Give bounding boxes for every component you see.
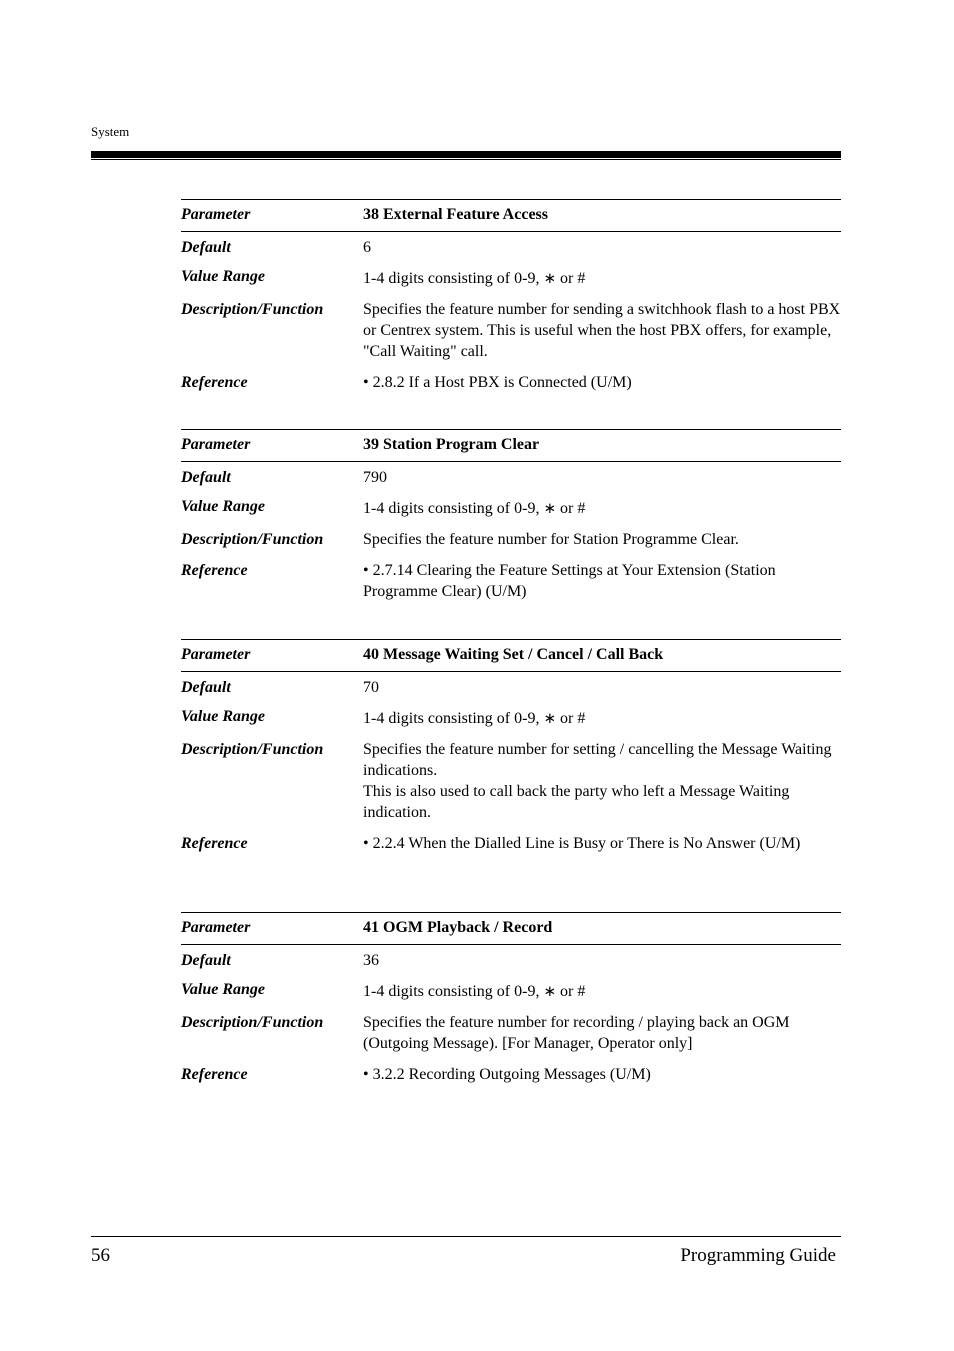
description-paragraph: Specifies the feature number for sending a switchhook flash to a host PBX or Centrex system. This is useful when the host PBX offers, for example, "Call Waiting" call.: [363, 301, 841, 360]
reference-label: Reference: [181, 835, 248, 852]
parameter-block-40: [181, 639, 841, 854]
value-range-text-end: or #: [560, 710, 586, 727]
parameter-row: [181, 640, 841, 672]
description-paragraph: Specifies the feature number for setting / cancelling the Message Waiting indications.: [363, 741, 832, 779]
description-value: [363, 529, 841, 550]
reference-value: • 2.8.2 If a Host PBX is Connected (U/M): [363, 374, 632, 391]
default-row: [181, 462, 841, 488]
default-row: [181, 232, 841, 258]
description-value: [363, 1012, 841, 1054]
default-label: Default: [181, 679, 231, 696]
default-label: Default: [181, 469, 231, 486]
page-number: 56: [91, 1245, 110, 1266]
value-range-text: 1-4 digits consisting of 0-9,: [363, 500, 540, 517]
default-label: Default: [181, 239, 231, 256]
footer-title: Programming Guide: [680, 1245, 836, 1266]
running-header-label: System: [91, 124, 130, 139]
parameter-value: 40 Message Waiting Set / Cancel / Call Back: [363, 646, 664, 663]
description-label: Description/Function: [181, 531, 324, 548]
parameter-row: [181, 430, 841, 462]
star-key-symbol: ∗: [543, 709, 557, 727]
description-value: [363, 739, 841, 823]
reference-value: • 2.2.4 When the Dialled Line is Busy or There is No Answer (U/M): [363, 835, 801, 852]
parameter-value: 39 Station Program Clear: [363, 436, 540, 453]
star-key-symbol: ∗: [543, 269, 557, 287]
reference-row: [181, 1054, 841, 1085]
value-range-row: [181, 971, 841, 1002]
value-range-text-end: or #: [560, 270, 586, 287]
value-range-row: [181, 488, 841, 519]
value-range-label: Value Range: [181, 268, 266, 285]
reference-value: • 3.2.2 Recording Outgoing Messages (U/M): [363, 1066, 651, 1083]
footer-rule: [91, 1236, 841, 1237]
default-value: 6: [363, 239, 371, 256]
header-rule-thin: [91, 159, 841, 160]
reference-row: [181, 362, 841, 393]
value-range-row: [181, 258, 841, 289]
parameter-value: 41 OGM Playback / Record: [363, 919, 553, 936]
default-value: 70: [363, 679, 379, 696]
parameter-block-39: [181, 429, 841, 602]
default-row: [181, 945, 841, 971]
description-row: [181, 1002, 841, 1054]
value-range-value: [363, 268, 841, 289]
description-row: [181, 289, 841, 362]
description-paragraph: Specifies the feature number for recording / playing back an OGM (Outgoing Message). [For Manager, Operator only]: [363, 1014, 790, 1052]
default-value: 36: [363, 952, 379, 969]
description-paragraph: Specifies the feature number for Station Programme Clear.: [363, 531, 739, 548]
value-range-text: 1-4 digits consisting of 0-9,: [363, 710, 540, 727]
parameter-label: Parameter: [181, 646, 251, 663]
parameter-label: Parameter: [181, 919, 251, 936]
description-value: [363, 299, 841, 362]
description-label: Description/Function: [181, 741, 324, 758]
reference-row: [181, 550, 841, 602]
star-key-symbol: ∗: [543, 982, 557, 1000]
parameter-row: [181, 913, 841, 945]
reference-label: Reference: [181, 1066, 248, 1083]
parameter-block-38: [181, 199, 841, 393]
value-range-text: 1-4 digits consisting of 0-9,: [363, 270, 540, 287]
reference-label: Reference: [181, 562, 248, 579]
reference-row: [181, 823, 841, 854]
description-label: Description/Function: [181, 1014, 324, 1031]
reference-label: Reference: [181, 374, 248, 391]
description-paragraph: This is also used to call back the party who left a Message Waiting indication.: [363, 783, 790, 821]
header-rule: [91, 151, 841, 158]
value-range-label: Value Range: [181, 498, 266, 515]
value-range-text: 1-4 digits consisting of 0-9,: [363, 983, 540, 1000]
value-range-text-end: or #: [560, 983, 586, 1000]
value-range-label: Value Range: [181, 708, 266, 725]
default-label: Default: [181, 952, 231, 969]
parameter-value: 38 External Feature Access: [363, 206, 548, 223]
value-range-value: [363, 498, 841, 519]
parameter-label: Parameter: [181, 436, 251, 453]
description-label: Description/Function: [181, 301, 324, 318]
value-range-label: Value Range: [181, 981, 266, 998]
parameter-label: Parameter: [181, 206, 251, 223]
star-key-symbol: ∗: [543, 499, 557, 517]
reference-value: • 2.7.14 Clearing the Feature Settings at Your Extension (Station Programme Clear) (U/M): [363, 562, 776, 600]
description-row: [181, 519, 841, 550]
parameter-row: [181, 200, 841, 232]
default-row: [181, 672, 841, 698]
value-range-value: [363, 708, 841, 729]
parameter-block-41: [181, 912, 841, 1085]
value-range-value: [363, 981, 841, 1002]
description-row: [181, 729, 841, 823]
value-range-text-end: or #: [560, 500, 586, 517]
value-range-row: [181, 698, 841, 729]
default-value: 790: [363, 469, 387, 486]
